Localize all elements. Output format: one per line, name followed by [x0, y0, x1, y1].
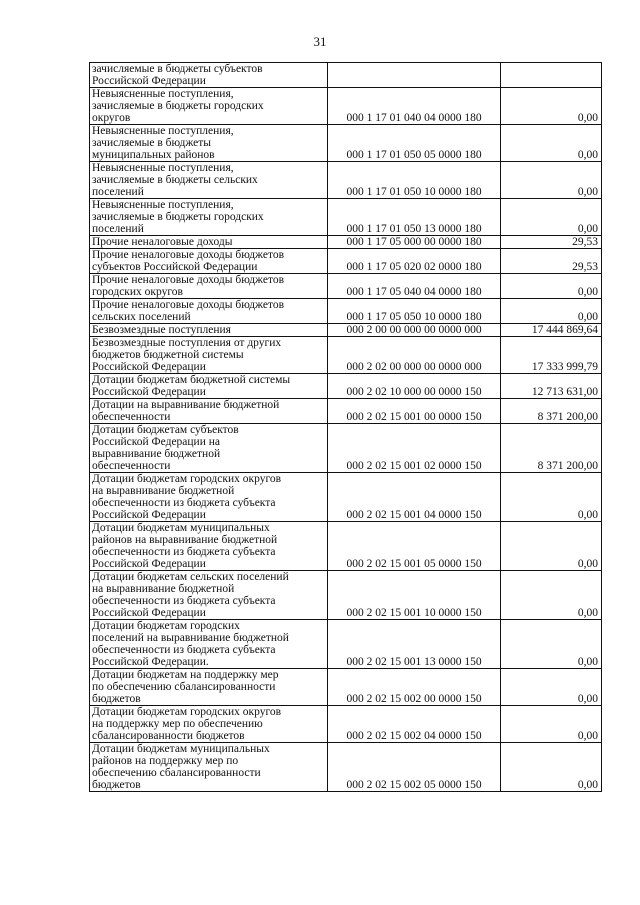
table-row [90, 199, 602, 236]
table-row [90, 374, 602, 399]
row-amount-cell: 0,00 [501, 743, 602, 792]
row-amount-cell: 0,00 [501, 522, 602, 571]
table-row [90, 249, 602, 274]
row-code-cell: 000 2 02 15 002 04 0000 150 [328, 706, 501, 743]
row-name-cell: Безвозмездные поступления [90, 324, 328, 337]
row-name-cell: Дотации на выравнивание бюджетной обеспеченности [90, 399, 328, 424]
row-amount-cell: 29,53 [501, 249, 602, 274]
row-name-cell: Дотации бюджетам муниципальных районов на выравнивание бюджетной обеспеченности из бюджета субъекта Российской Федерации [90, 522, 328, 571]
table-row [90, 324, 602, 337]
row-name-cell: Невыясненные поступления, зачисляемые в бюджеты городских округов [90, 88, 328, 125]
table-row [90, 88, 602, 125]
table-row [90, 669, 602, 706]
row-name-cell: Безвозмездные поступления от других бюджетов бюджетной системы Российской Федерации [90, 337, 328, 374]
row-amount-cell: 12 713 631,00 [501, 374, 602, 399]
row-code-cell: 000 2 02 15 001 05 0000 150 [328, 522, 501, 571]
row-amount-cell: 0,00 [501, 706, 602, 743]
table-row [90, 620, 602, 669]
row-code-cell: 000 2 02 10 000 00 0000 150 [328, 374, 501, 399]
row-code-cell: 000 1 17 05 050 10 0000 180 [328, 299, 501, 324]
row-code-cell: 000 2 02 15 002 05 0000 150 [328, 743, 501, 792]
row-code-cell [328, 63, 501, 88]
row-code-cell: 000 1 17 05 020 02 0000 180 [328, 249, 501, 274]
row-code-cell: 000 2 02 15 001 13 0000 150 [328, 620, 501, 669]
row-code-cell: 000 1 17 05 000 00 0000 180 [328, 236, 501, 249]
row-amount-cell: 0,00 [501, 162, 602, 199]
row-name-cell: Дотации бюджетам субъектов Российской Федерации на выравнивание бюджетной обеспеченности [90, 424, 328, 473]
row-amount-cell: 0,00 [501, 620, 602, 669]
table-row [90, 424, 602, 473]
table-row [90, 236, 602, 249]
row-amount-cell: 0,00 [501, 571, 602, 620]
table-row [90, 571, 602, 620]
row-code-cell: 000 1 17 01 040 04 0000 180 [328, 88, 501, 125]
row-name-cell: Дотации бюджетам городских округов на выравнивание бюджетной обеспеченности из бюджета субъекта Российской Федерации [90, 473, 328, 522]
row-name-cell: Невыясненные поступления, зачисляемые в бюджеты городских поселений [90, 199, 328, 236]
table-row [90, 274, 602, 299]
page-number: 31 [313, 34, 327, 49]
table-row [90, 337, 602, 374]
row-code-cell: 000 2 02 15 001 10 0000 150 [328, 571, 501, 620]
row-code-cell: 000 2 00 00 000 00 0000 000 [328, 324, 501, 337]
row-name-cell: зачисляемые в бюджеты субъектов Российской Федерации [90, 63, 328, 88]
table-row [90, 399, 602, 424]
row-amount-cell: 17 333 999,79 [501, 337, 602, 374]
row-name-cell: Прочие неналоговые доходы бюджетов сельских поселений [90, 299, 328, 324]
table-row [90, 743, 602, 792]
table-row [90, 125, 602, 162]
row-name-cell: Невыясненные поступления, зачисляемые в бюджеты сельских поселений [90, 162, 328, 199]
row-code-cell: 000 2 02 00 000 00 0000 000 [328, 337, 501, 374]
table-row [90, 522, 602, 571]
row-amount-cell: 0,00 [501, 125, 602, 162]
row-name-cell: Прочие неналоговые доходы [90, 236, 328, 249]
row-name-cell: Дотации бюджетам городских округов на поддержку мер по обеспечению сбалансированности бюджетов [90, 706, 328, 743]
table-row [90, 706, 602, 743]
row-amount-cell [501, 63, 602, 88]
row-amount-cell: 29,53 [501, 236, 602, 249]
row-name-cell: Невыясненные поступления, зачисляемые в бюджеты муниципальных районов [90, 125, 328, 162]
row-code-cell: 000 1 17 01 050 13 0000 180 [328, 199, 501, 236]
row-name-cell: Дотации бюджетам бюджетной системы Российской Федерации [90, 374, 328, 399]
row-code-cell: 000 2 02 15 001 04 0000 150 [328, 473, 501, 522]
table-row [90, 63, 602, 88]
row-code-cell: 000 2 02 15 001 00 0000 150 [328, 399, 501, 424]
row-name-cell: Прочие неналоговые доходы бюджетов городских округов [90, 274, 328, 299]
row-amount-cell: 8 371 200,00 [501, 424, 602, 473]
row-name-cell: Дотации бюджетам сельских поселений на выравнивание бюджетной обеспеченности из бюджета субъекта Российской Федерации [90, 571, 328, 620]
row-name-cell: Прочие неналоговые доходы бюджетов субъектов Российской Федерации [90, 249, 328, 274]
row-name-cell: Дотации бюджетам городских поселений на выравнивание бюджетной обеспеченности из бюджета субъекта Российской Федерации. [90, 620, 328, 669]
row-amount-cell: 17 444 869,64 [501, 324, 602, 337]
row-amount-cell: 0,00 [501, 88, 602, 125]
row-amount-cell: 0,00 [501, 199, 602, 236]
row-name-cell: Дотации бюджетам муниципальных районов на поддержку мер по обеспечению сбалансированности бюджетов [90, 743, 328, 792]
row-code-cell: 000 2 02 15 002 00 0000 150 [328, 669, 501, 706]
row-code-cell: 000 2 02 15 001 02 0000 150 [328, 424, 501, 473]
row-amount-cell: 0,00 [501, 473, 602, 522]
revenue-table-body [90, 63, 602, 792]
row-amount-cell: 0,00 [501, 299, 602, 324]
row-name-cell: Дотации бюджетам на поддержку мер по обеспечению сбалансированности бюджетов [90, 669, 328, 706]
row-code-cell: 000 1 17 01 050 05 0000 180 [328, 125, 501, 162]
table-row [90, 299, 602, 324]
row-code-cell: 000 1 17 01 050 10 0000 180 [328, 162, 501, 199]
table-row [90, 162, 602, 199]
row-code-cell: 000 1 17 05 040 04 0000 180 [328, 274, 501, 299]
table-row [90, 473, 602, 522]
revenue-table [89, 62, 602, 792]
row-amount-cell: 0,00 [501, 669, 602, 706]
row-amount-cell: 0,00 [501, 274, 602, 299]
row-amount-cell: 8 371 200,00 [501, 399, 602, 424]
